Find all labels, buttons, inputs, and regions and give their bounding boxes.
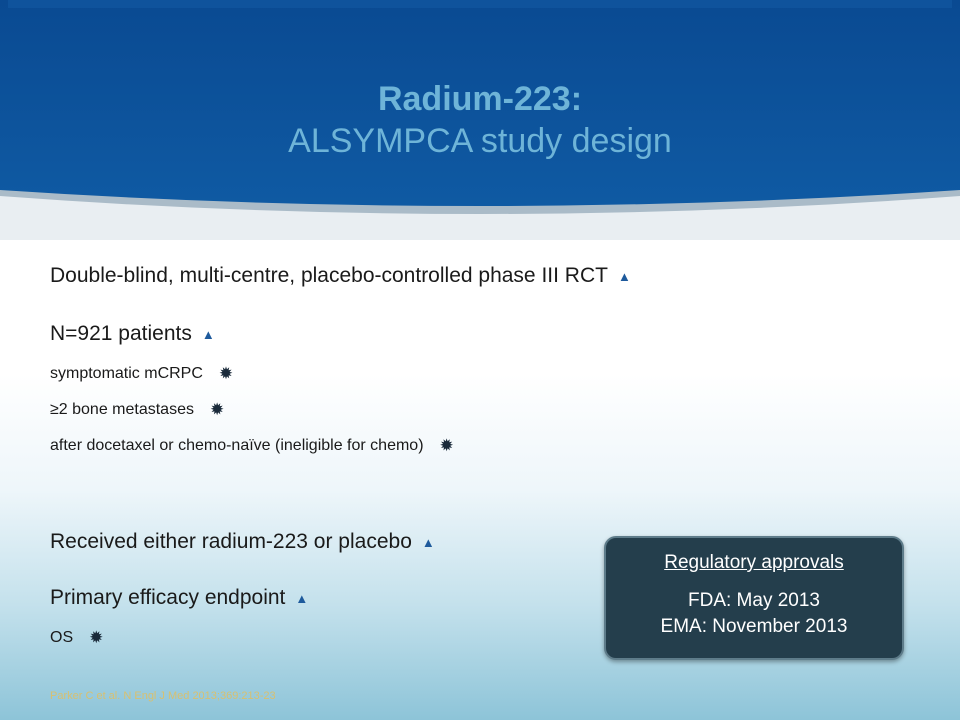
bullet-text: ≥2 bone metastases [50, 401, 194, 418]
regulatory-approvals-box [604, 536, 904, 660]
citation: Parker C et al. N Engl J Med 2013;369:213-23 [50, 690, 276, 702]
bullet-treatment-arms [50, 530, 435, 554]
bullet-study-type [50, 264, 631, 288]
fda-approval: FDA: May 2013 [688, 590, 820, 611]
triangle-icon: ▲ [421, 534, 435, 550]
starburst-icon: ✹ [218, 364, 234, 383]
starburst-icon: ✹ [89, 628, 104, 647]
bullet-text: N=921 patients [50, 322, 192, 345]
triangle-icon: ▲ [617, 268, 631, 284]
bullet-text: OS [50, 629, 74, 646]
regulatory-title: Regulatory approvals [664, 552, 844, 573]
title-line-2: ALSYMPCA study design [288, 122, 672, 160]
bullet-text: Primary efficacy endpoint [50, 586, 286, 609]
sub-bullet-mcrpc [50, 364, 233, 384]
bullet-text: Double-blind, multi-centre, placebo-controlled phase III RCT [50, 264, 608, 287]
starburst-icon: ✹ [209, 400, 225, 419]
bullet-patients [50, 322, 215, 346]
bullet-primary-endpoint [50, 586, 308, 610]
sub-bullet-bone-metastases [50, 400, 224, 420]
bullet-text: Received either radium-223 or placebo [50, 530, 412, 553]
ema-approval: EMA: November 2013 [660, 616, 848, 637]
starburst-icon: ✹ [439, 436, 454, 455]
slide-title [0, 78, 960, 162]
sub-bullet-docetaxel [50, 436, 454, 456]
sub-bullet-os [50, 628, 103, 648]
bullet-text: after docetaxel or chemo-naïve (ineligible for chemo) [50, 437, 424, 454]
bullet-text: symptomatic mCRPC [50, 365, 203, 382]
triangle-icon: ▲ [201, 326, 215, 342]
title-line-1: Radium-223: [377, 80, 583, 118]
triangle-icon: ▲ [295, 590, 309, 606]
